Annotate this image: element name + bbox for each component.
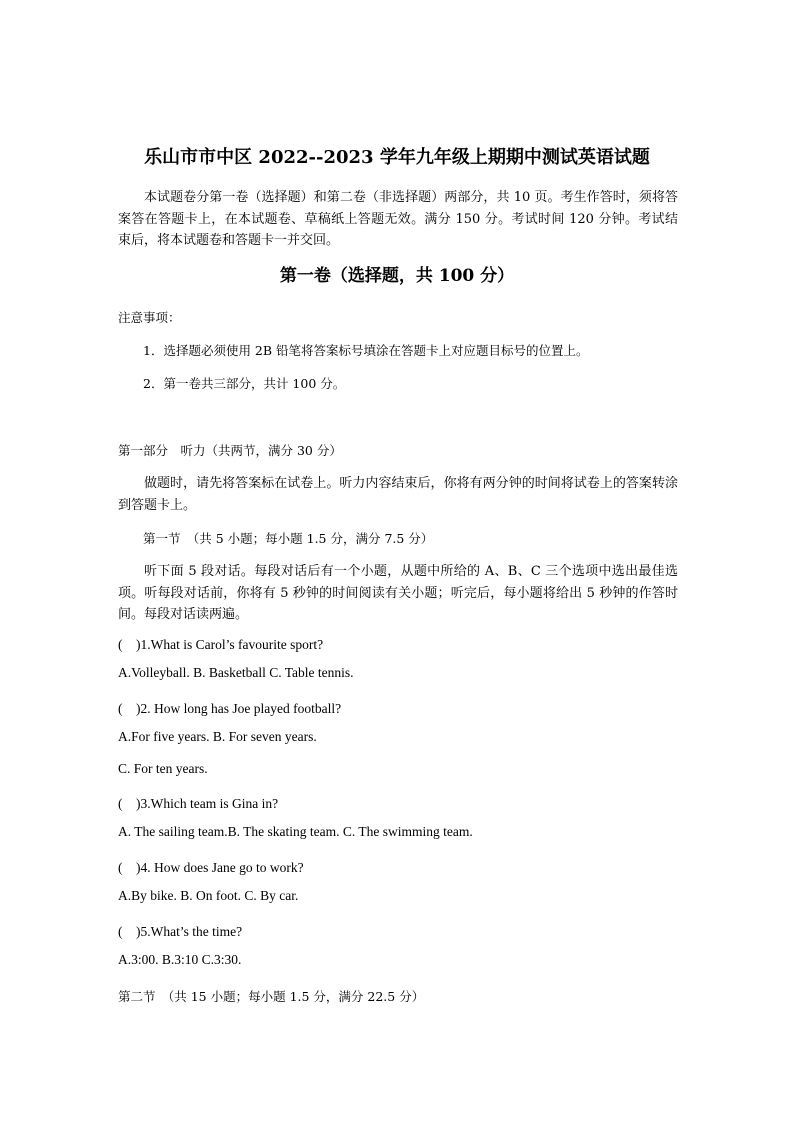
- question-options: A.Volleyball. B. Basketball C. Table tennis.: [118, 665, 354, 680]
- question-options: A. The sailing team.B. The skating team. C. The swimming team.: [118, 824, 473, 839]
- note-item: 1．选择题必须使用 2B 铅笔将答案标号填涂在答题卡上对应题目标号的位置上。: [143, 343, 589, 358]
- exam-title: 乐山市市中区 2022--2023 学年九年级上期期中测试英语试题: [144, 147, 650, 168]
- question-stem: ( )2. How long has Joe played football?: [118, 701, 342, 716]
- subsection-instruction: 听下面 5 段对话。每段对话后有一个小题，从题中所给的 A、B、C 三个选项中选出最佳选项。听每段对话前，你将有 5 秒钟的时间阅读有关小题；听完后，每小题将给出 5 秒钟的作答时间。每段对话读两遍。: [118, 564, 678, 622]
- question-options: C. For ten years.: [118, 761, 208, 776]
- question-options: A.By bike. B. On foot. C. By car.: [118, 888, 299, 903]
- section-one-heading: 第一部分 听力（共两节，满分 30 分）: [118, 443, 342, 458]
- question-stem: ( )5.What’s the time?: [118, 924, 243, 939]
- section-two-heading: 第二节 （共 15 小题；每小题 1.5 分，满分 22.5 分）: [118, 989, 425, 1004]
- note-item: 2．第一卷共三部分，共计 100 分。: [143, 376, 346, 391]
- subsection-heading: 第一节 （共 5 小题；每小题 1.5 分，满分 7.5 分）: [143, 531, 434, 546]
- question-stem: ( )4. How does Jane go to work?: [118, 860, 304, 875]
- question-options: A.3:00. B.3:10 C.3:30.: [118, 952, 242, 967]
- exam-intro: 本试题卷分第一卷（选择题）和第二卷（非选择题）两部分，共 10 页。考生作答时，须将答案答在答题卡上，在本试题卷、草稿纸上答题无效。满分 150 分。考试时间 120 分钟。考试结束后，将本试题卷和答题卡一并交回。: [118, 190, 678, 248]
- question-stem: ( )3.Which team is Gina in?: [118, 796, 279, 811]
- part-one-title: 第一卷（选择题，共 100 分）: [279, 266, 515, 286]
- notes-heading: 注意事项：: [118, 310, 181, 325]
- question-options: A.For five years. B. For seven years.: [118, 729, 317, 744]
- section-one-instruction: 做题时，请先将答案标在试卷上。听力内容结束后，你将有两分钟的时间将试卷上的答案转涂到答题卡上。: [118, 476, 678, 513]
- question-stem: ( )1.What is Carol’s favourite sport?: [118, 637, 324, 652]
